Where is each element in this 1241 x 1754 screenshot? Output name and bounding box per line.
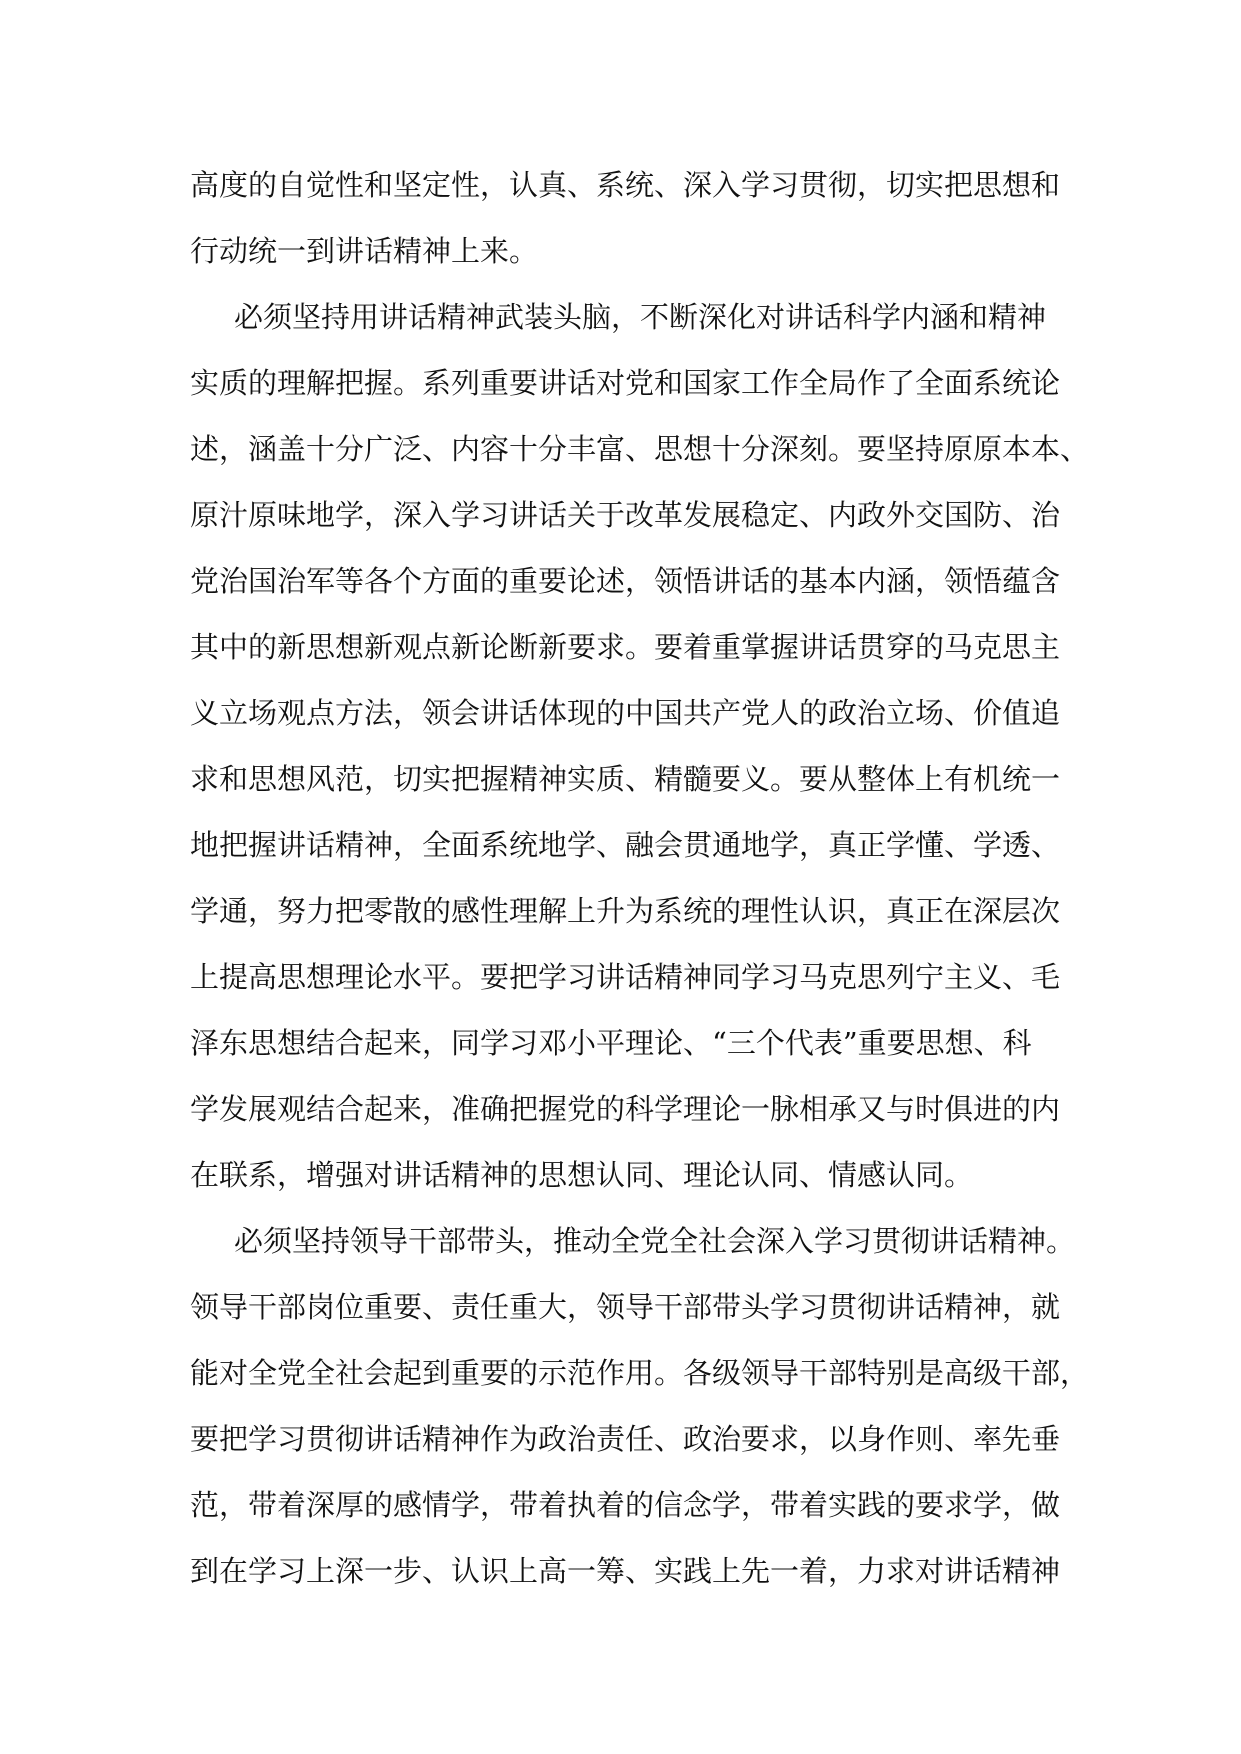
- document-body: [190, 152, 1090, 1604]
- text-line: 到在学习上深一步、认识上高一筹、实践上先一着，力求对讲话精神: [190, 1554, 1061, 1588]
- text-line: 高度的自觉性和坚定性，认真、系统、深入学习贯彻，切实把思想和: [190, 168, 1061, 202]
- text-line: 范，带着深厚的感情学，带着执着的信念学，带着实践的要求学，做: [190, 1488, 1061, 1522]
- paragraph-first-line: 必须坚持领导干部带头，推动全党全社会深入学习贯彻讲话精神。: [234, 1224, 1076, 1258]
- text-line: 党治国治军等各个方面的重要论述，领悟讲话的基本内涵，领悟蕴含: [190, 564, 1061, 598]
- text-line: 能对全党全社会起到重要的示范作用。各级领导干部特别是高级干部，: [190, 1356, 1090, 1390]
- text-line: 学通，努力把零散的感性理解上升为系统的理性认识，真正在深层次: [190, 894, 1061, 928]
- text-line: 在联系，增强对讲话精神的思想认同、理论认同、情感认同。: [190, 1158, 974, 1192]
- text-line: 泽东思想结合起来，同学习邓小平理论、“三个代表”重要思想、科: [190, 1026, 1032, 1060]
- text-line: 学发展观结合起来，准确把握党的科学理论一脉相承又与时俱进的内: [190, 1092, 1061, 1126]
- text-line: 原汁原味地学，深入学习讲话关于改革发展稳定、内政外交国防、治: [190, 498, 1061, 532]
- text-line: 述，涵盖十分广泛、内容十分丰富、思想十分深刻。要坚持原原本本、: [190, 432, 1090, 466]
- text-line: 上提高思想理论水平。要把学习讲话精神同学习马克思列宁主义、毛: [190, 960, 1061, 994]
- text-line: 要把学习贯彻讲话精神作为政治责任、政治要求，以身作则、率先垂: [190, 1422, 1061, 1456]
- text-line: 义立场观点方法，领会讲话体现的中国共产党人的政治立场、价值追: [190, 696, 1061, 730]
- paragraph-first-line: 必须坚持用讲话精神武装头脑，不断深化对讲话科学内涵和精神: [234, 300, 1047, 334]
- text-line: 其中的新思想新观点新论断新要求。要着重掌握讲话贯穿的马克思主: [190, 630, 1061, 664]
- text-line: 行动统一到讲话精神上来。: [190, 234, 539, 268]
- text-line: 求和思想风范，切实把握精神实质、精髓要义。要从整体上有机统一: [190, 762, 1061, 796]
- text-line: 地把握讲话精神，全面系统地学、融会贯通地学，真正学懂、学透、: [190, 828, 1061, 862]
- text-line: 领导干部岗位重要、责任重大，领导干部带头学习贯彻讲话精神，就: [190, 1290, 1061, 1324]
- text-line: 实质的理解把握。系列重要讲话对党和国家工作全局作了全面系统论: [190, 366, 1061, 400]
